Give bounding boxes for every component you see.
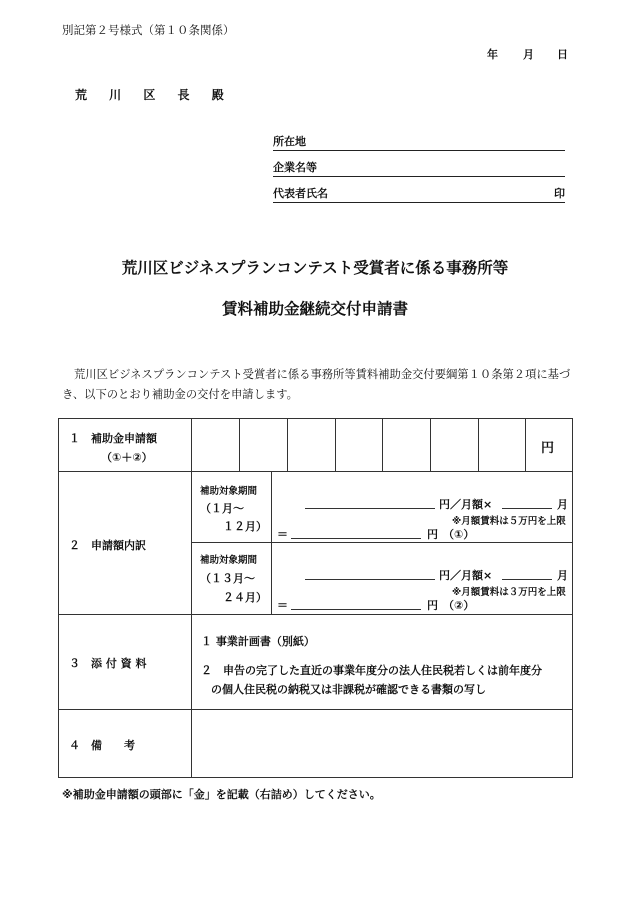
period2-range-a: （１３月～ (200, 572, 255, 585)
period1-range-b: １２月） (223, 520, 267, 533)
period1-range-a: （１月～ (200, 502, 244, 515)
period2-ref: （②） (443, 599, 475, 612)
representative-field[interactable] (273, 185, 565, 203)
date-year-label: 年 (487, 48, 498, 61)
company-field[interactable] (273, 159, 565, 177)
address-field[interactable] (273, 133, 565, 151)
application-table (58, 418, 573, 778)
period1-months: 月 (557, 498, 568, 511)
date-month-label: 月 (523, 48, 534, 61)
period1-title: 補助対象期間 (200, 486, 258, 497)
remarks-field[interactable] (192, 710, 572, 777)
title-line-1: 荒川区ビジネスプランコンテスト受賞者に係る事務所等 (121, 259, 509, 277)
attachment-item-2-line1: ２ 申告の完了した直近の事業年度分の法人住民税若しくは前年度分 (201, 664, 542, 677)
attachment-item-1: １ 事業計画書（別紙） (201, 635, 315, 648)
period2-months: 月 (557, 569, 568, 582)
row3-label: ３ 添 付 資 料 (69, 657, 147, 670)
row1-sublabel: （①＋②） (101, 451, 153, 464)
row1-label: １ 補助金申請額 (69, 432, 157, 445)
period2-yen: 円 (427, 599, 438, 612)
period2-cap-note: ※月額賃料は３万円を上限 (452, 587, 566, 598)
footnote: ※補助金申請額の頭部に「金」を記載（右詰め）してください。 (62, 788, 381, 801)
seal-label: 印 (554, 187, 565, 200)
row2-label: ２ 申請額内訳 (69, 539, 146, 552)
period1-yen-per-month: 円／月額× (439, 498, 493, 511)
row1-yen-unit: 円 (541, 441, 555, 456)
company-label: 企業名等 (273, 161, 317, 174)
period2-title: 補助対象期間 (200, 555, 258, 566)
form-label: 別記第２号様式（第１０条関係） (62, 23, 235, 37)
period1-ref: （①） (443, 528, 475, 541)
period1-cap-note: ※月額賃料は５万円を上限 (452, 516, 566, 527)
period1-yen: 円 (427, 528, 438, 541)
title-line-2: 賃料補助金継続交付申請書 (221, 300, 408, 318)
date-day-label: 日 (557, 48, 568, 61)
row4-label: ４ 備 考 (69, 739, 135, 752)
period2-equals: ＝ (277, 599, 288, 612)
period2-range-b: ２４月） (223, 591, 267, 604)
body-paragraph: 荒川区ビジネスプランコンテスト受賞者に係る事務所等賃料補助金交付要綱第１０条第２項に基づき、以下のとおり補助金の交付を申請します。 (62, 368, 571, 401)
representative-label: 代表者氏名 (273, 187, 328, 200)
addressee: 荒 川 区 長 殿 (75, 88, 233, 102)
period2-yen-per-month: 円／月額× (439, 569, 493, 582)
attachment-item-2-line2: の個人住民税の納税又は非課税が確認できる書類の写し (211, 683, 486, 696)
period1-equals: ＝ (277, 528, 288, 541)
address-label: 所在地 (273, 135, 306, 148)
